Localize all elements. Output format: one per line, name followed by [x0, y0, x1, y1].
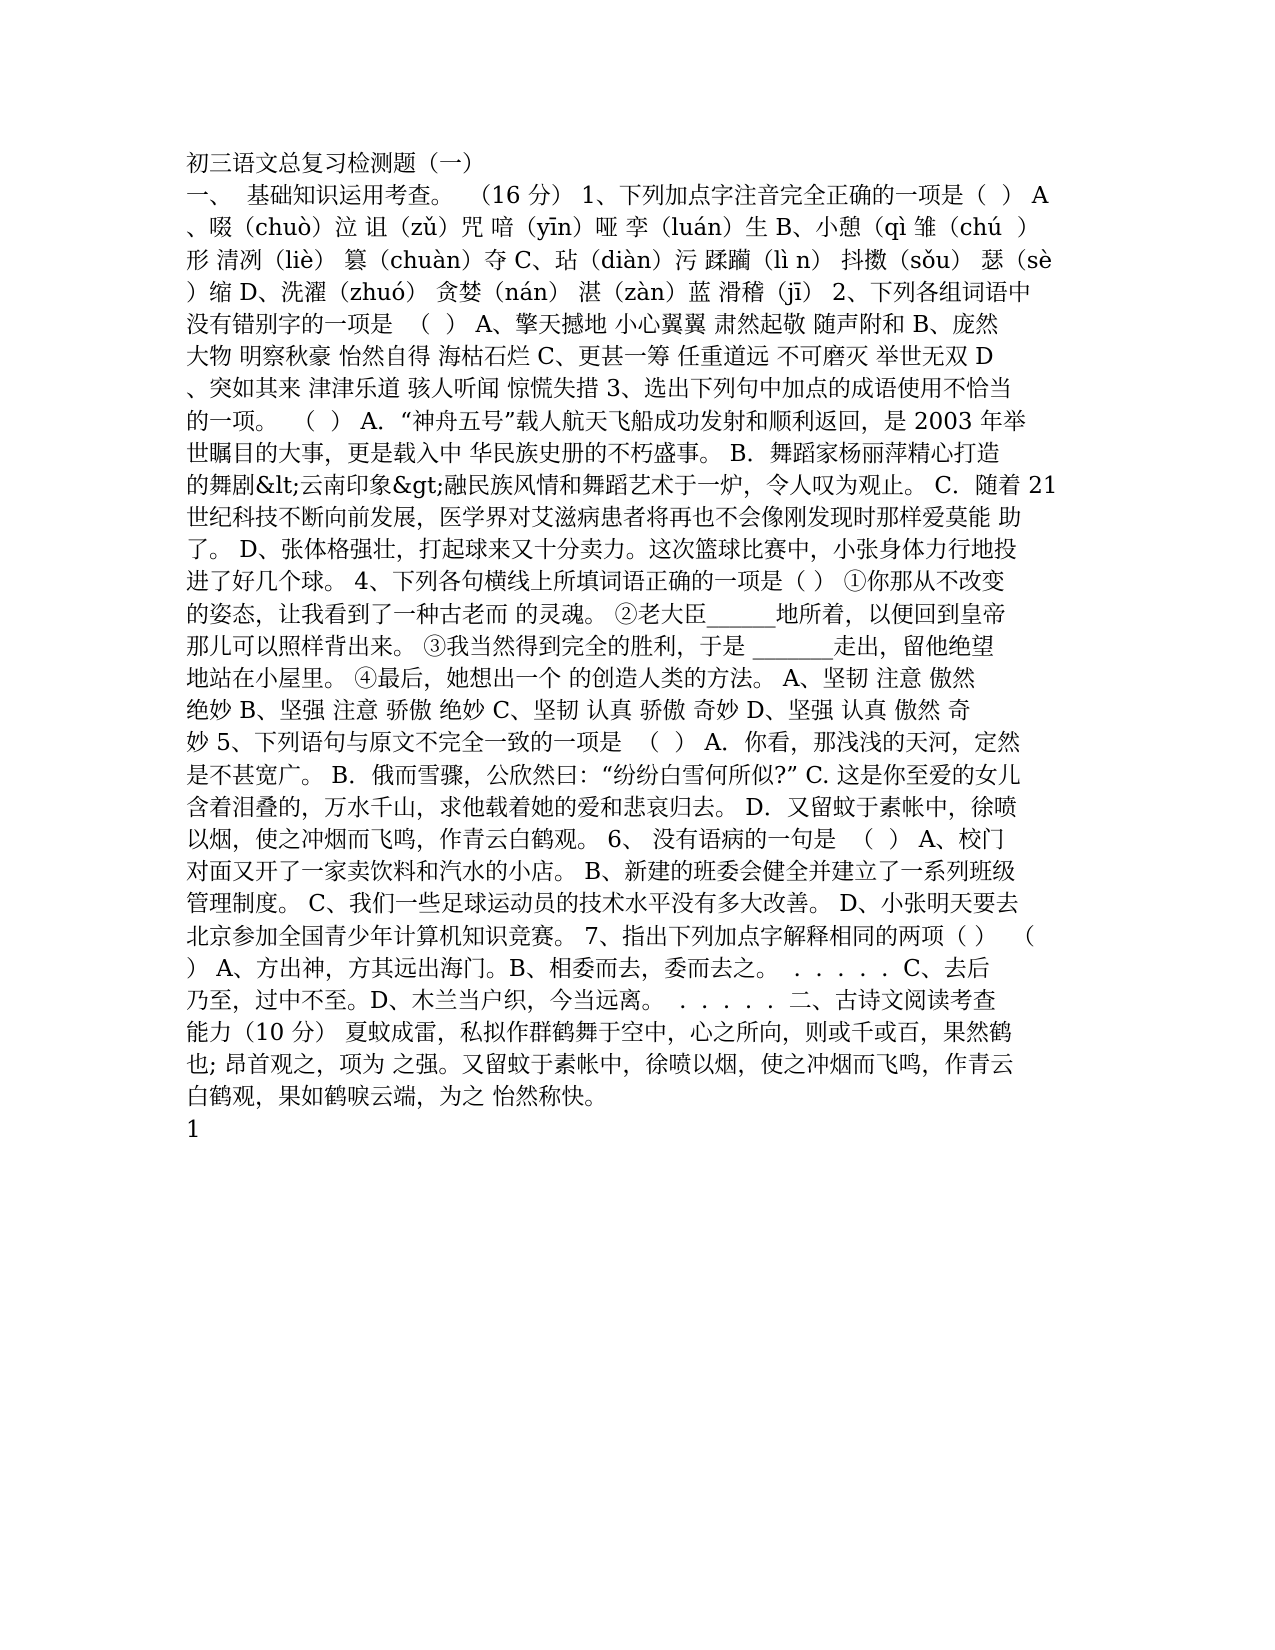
text-line: ）缩 D、洗濯（zhuó） 贪婪（nán） 湛（zàn）蓝 滑稽（jī） 2、下列各组词语中	[186, 279, 1031, 306]
text-line: 含着泪叠的，万水千山，求他载着她的爱和悲哀归去。 D．又留蚊于素帐中，徐喷	[186, 794, 1017, 821]
document-title: 初三语文总复习检测题（一）	[186, 151, 485, 177]
text-line: 能力（10 分） 夏蚊成雷，私拟作群鹤舞于空中，心之所向，则或千或百，果然鹤	[186, 1020, 1012, 1047]
text-line: 乃至，过中不至。D、木兰当户织，今当远离。 . . . . . 二、古诗文阅读考查	[186, 987, 996, 1014]
text-line: ） A、方出神，方其远出海门。B、相委而去，委而去之。 . . . . . C、去后	[186, 955, 990, 982]
text-line: 、突如其来 津津乐道 骇人听闻 惊慌失措 3、选出下列句中加点的成语使用不恰当	[186, 376, 1012, 403]
text-line: 没有错别字的一项是 （ ） A、擎天撼地 小心翼翼 肃然起敬 随声附和 B、庞然	[186, 311, 999, 338]
text-line: 的一项。 （ ） A．“神舟五号”载人航天飞船成功发射和顺利返回，是 2003 年举	[186, 408, 1026, 435]
text-line: 世瞩目的大事，更是载入中 华民族史册的不朽盛事。 B．舞蹈家杨丽萍精心打造	[186, 440, 1000, 467]
text-line: 对面又开了一家卖饮料和汽水的小店。 B、新建的班委会健全并建立了一系列班级	[186, 859, 1016, 886]
text-line: 地站在小屋里。 ④最后，她想出一个 的创造人类的方法。 A、坚韧 注意 傲然	[186, 666, 976, 692]
text-line: 的姿态，让我看到了一种古老而 的灵魂。 ②老大臣______地所着，以便回到皇帝	[186, 601, 1006, 628]
text-line: 北京参加全国青少年计算机知识竞赛。 7、指出下列加点字解释相同的两项（ ） （	[186, 923, 1035, 950]
text-line: 妙 5、下列语句与原文不完全一致的一项是 （ ） A．你看，那浅浅的天河，定然	[186, 730, 1021, 757]
text-line: 形 清冽（liè） 篡（chuàn）夺 C、玷（diàn）污 蹂躏（lì n） 抖擞（sǒu） 瑟（sè	[186, 247, 1053, 274]
text-line: 白鹤观，果如鹤唳云端，为之 怡然称快。	[186, 1084, 608, 1111]
text-line: 了。 D、张体格强壮，打起球来又十分卖力。这次篮球比赛中，小张身体力行地投	[186, 537, 1017, 564]
text-line: 的舞剧&lt;云南印象&gt;融民族风情和舞蹈艺术于一炉，令人叹为观止。 C．随着 21	[186, 472, 1058, 499]
text-line: 那儿可以照样背出来。 ③我当然得到完全的胜利，于是 _______走出，留他绝望	[186, 633, 995, 660]
text-line: 、啜（chuò）泣 诅（zǔ）咒 喑（yīn）哑 孪（luán）生 B、小憩（qì 雏（chú ）	[186, 215, 1040, 242]
text-line: 大物 明察秋豪 怡然自得 海枯石烂 C、更甚一筹 任重道远 不可磨灭 举世无双 D	[186, 344, 994, 371]
text-line: 也; 昂首观之，项为 之强。又留蚊于素帐中，徐喷以烟，使之冲烟而飞鸣，作青云	[186, 1052, 1014, 1079]
text-line: 以烟，使之冲烟而飞鸣，作青云白鹤观。 6、 没有语病的一句是 （ ） A、校门	[186, 826, 1005, 853]
text-line: 进了好几个球。 4、下列各句横线上所填词语正确的一项是（ ） ①你那从不改变	[186, 569, 1005, 596]
page-number: 1	[186, 1116, 201, 1143]
text-line: 绝妙 B、坚强 注意 骄傲 绝妙 C、坚韧 认真 骄傲 奇妙 D、坚强 认真 傲然 奇	[186, 698, 971, 725]
text-line: 是不甚宽广。 B．俄而雪骤，公欣然曰：“纷纷白雪何所似?” C. 这是你至爱的女儿	[186, 762, 1021, 789]
text-line: 世纪科技不断向前发展，医学界对艾滋病患者将再也不会像刚发现时那样爱莫能 助	[186, 505, 1022, 532]
text-line: 管理制度。 C、我们一些足球运动员的技术水平没有多大改善。 D、小张明天要去	[186, 891, 1019, 918]
document-body	[186, 148, 1086, 1146]
text-line: 一、 基础知识运用考查。 （16 分） 1、下列加点字注音完全正确的一项是（ ） A	[186, 183, 1049, 210]
